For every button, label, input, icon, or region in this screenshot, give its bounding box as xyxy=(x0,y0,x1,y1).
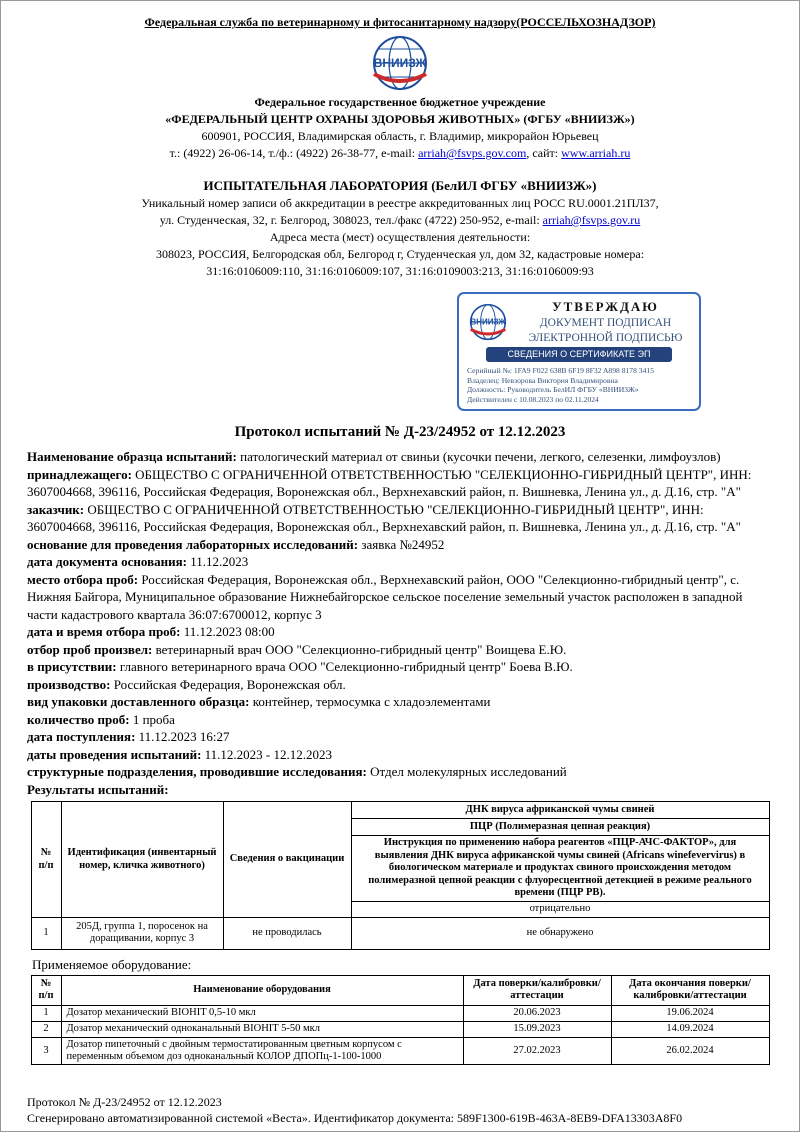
field-label: вид упаковки доставленного образца: xyxy=(27,694,250,710)
field-label: отбор проб произвел: xyxy=(27,641,153,657)
stamp-approve-label: УТВЕРЖДАЮ xyxy=(552,299,659,314)
result-row-num: 1 xyxy=(31,917,61,949)
field-receipt-date xyxy=(27,728,773,746)
field-value: 1 проба xyxy=(129,711,175,727)
result-row-identification: 205Д, группа 1, поросенок на доращивании, корпус 3 xyxy=(61,917,223,949)
field-sampling-datetime xyxy=(27,623,773,641)
field-label: дата документа основания: xyxy=(27,554,187,570)
email-link-vladimir[interactable]: arriah@fsvps.gov.com xyxy=(418,146,527,160)
field-value: Отдел молекулярных исследований xyxy=(366,764,567,780)
field-witness xyxy=(27,658,773,676)
field-label: место отбора проб: xyxy=(27,571,139,587)
e-signature-stamp xyxy=(457,292,701,411)
results-table-row xyxy=(31,917,769,949)
field-value: 11.12.2023 xyxy=(186,554,249,570)
page-title: Протокол испытаний № Д-23/24952 от 12.12.2023 xyxy=(234,424,566,441)
field-value: контейнер, термосумка с хладоэлементами xyxy=(249,694,491,710)
equipment-row-name: Дозатор механический одноканальный BIOHIT 5-50 мкл xyxy=(61,1021,463,1037)
field-value: Российская Федерация, Воронежская обл. xyxy=(110,676,346,692)
org-type: Федеральное государственное бюджетное учреждение xyxy=(254,95,546,109)
field-sample-name xyxy=(27,448,773,466)
results-header-method: ПЦР (Полимеразная цепная реакция) xyxy=(351,819,769,836)
stamp-signed-line2: ЭЛЕКТРОННОЙ ПОДПИСЬЮ xyxy=(528,332,683,344)
vniizh-stamp-logo-text: ВНИИЗЖ xyxy=(470,317,506,327)
accreditation-line: Уникальный номер записи об аккредитации в реестре аккредитованных лиц РОСС RU.0001.21ПЛ37, xyxy=(141,196,659,210)
equipment-row xyxy=(31,1021,769,1037)
field-customer xyxy=(27,501,773,536)
page-footer xyxy=(27,1094,773,1126)
field-test-dates xyxy=(27,746,773,764)
equipment-row-name: Дозатор пипеточный с двойным термостатированным цветным корпусом с переменным объемом доз одноканальный КОЛОР ДПОПц-1-100-1000 xyxy=(61,1037,463,1064)
field-packaging xyxy=(27,693,773,711)
email-link-belgorod[interactable]: arriah@fsvps.gov.ru xyxy=(542,213,641,227)
equipment-row-end-date: 26.02.2024 xyxy=(611,1037,769,1064)
vniizh-logo xyxy=(364,34,436,92)
equipment-row-date: 15.09.2023 xyxy=(463,1021,611,1037)
equipment-row-num: 1 xyxy=(31,1005,61,1021)
document-body xyxy=(1,448,799,798)
field-value: заявка №24952 xyxy=(358,536,445,552)
equipment-header-name: Наименование оборудования xyxy=(61,975,463,1005)
field-departments xyxy=(27,763,773,781)
results-table xyxy=(31,801,770,950)
result-row-result: не обнаружено xyxy=(351,917,769,949)
contacts-site-sep: , сайт: xyxy=(526,146,562,160)
field-value: ОБЩЕСТВО С ОГРАНИЧЕННОЙ ОТВЕТСТВЕННОСТЬЮ "СЕЛЕКЦИОННО-ГИБРИДНЫЙ ЦЕНТР", ИНН: 3607004668, 396116, Российская Федерация, Воронежская обл., Верхнехавский район, п. Вишневка, Ленина ул., д. Д.16, стр. "А" xyxy=(27,501,741,535)
field-value: патологический материал от свиньи (кусочки печени, легкого, селезенки, лимфоузлов) xyxy=(236,449,721,465)
field-label: Результаты испытаний: xyxy=(27,781,169,797)
equipment-row-end-date: 14.09.2024 xyxy=(611,1021,769,1037)
stamp-validity: Действителен с 10.08.2023 по 02.11.2024 xyxy=(467,394,599,404)
equipment-row-num: 2 xyxy=(31,1021,61,1037)
site-link[interactable]: www.arriah.ru xyxy=(561,146,631,160)
footer-protocol-ref: Протокол № Д-23/24952 от 12.12.2023 xyxy=(27,1095,222,1109)
field-label: дата и время отбора проб: xyxy=(27,624,181,640)
equipment-row-date: 27.02.2023 xyxy=(463,1037,611,1064)
contacts-prefix: т.: (4922) 26-06-14, т./ф.: (4922) 26-38-77, e-mail: xyxy=(169,146,419,160)
footer-generated-line: Сгенерировано автоматизированной системой «Веста». Идентификатор документа: 589F1300-619B-463A-8EB9-DFA13303A8F0 xyxy=(27,1111,683,1125)
field-value: 11.12.2023 16:27 xyxy=(135,729,230,745)
field-label: производство: xyxy=(27,676,111,692)
field-label: принадлежащего: xyxy=(27,466,132,482)
field-basis xyxy=(27,536,773,554)
stamp-position: Должность: Руководитель БелИЛ ФГБУ «ВНИИЗЖ» xyxy=(467,385,639,395)
stamp-serial: Серийный №: 1FA9 F022 638B 6F19 8F32 A898 8178 3415 xyxy=(467,366,654,375)
results-header-norm: отрицательно xyxy=(351,901,769,917)
results-header-num: № п/п xyxy=(31,802,61,918)
field-value: ОБЩЕСТВО С ОГРАНИЧЕННОЙ ОТВЕТСТВЕННОСТЬЮ "СЕЛЕКЦИОННО-ГИБРИДНЫЙ ЦЕНТР", ИНН: 3607004668, 396116, Российская Федерация, Воронежская обл., Верхнехавский район, п. Вишневка, Ленина ул., д. Д.16, стр. "А" xyxy=(27,466,752,500)
equipment-header-row xyxy=(31,975,769,1005)
field-label: дата поступления: xyxy=(27,729,136,745)
lab-contacts-prefix: ул. Студенческая, 32, г. Белгород, 308023, тел./факс (4722) 250-952, e-mail: xyxy=(159,213,543,227)
field-label: структурные подразделения, проводившие исследования: xyxy=(27,764,367,780)
equipment-row xyxy=(31,1005,769,1021)
field-label: Наименование образца испытаний: xyxy=(27,449,237,465)
activity-address-line2: 31:16:0106009:110, 31:16:0106009:107, 31:16:0109003:213, 31:16:0106009:93 xyxy=(206,264,594,278)
agency-line: Федеральная служба по ветеринарному и фитосанитарному надзору(РОССЕЛЬХОЗНАДЗОР) xyxy=(144,15,656,29)
org-address: 600901, РОССИЯ, Владимирская область, г. Владимир, микрорайон Юрьевец xyxy=(201,129,599,143)
stamp-signed-line1: ДОКУМЕНТ ПОДПИСАН xyxy=(539,317,672,329)
field-label: в присутствии: xyxy=(27,659,117,675)
equipment-row xyxy=(31,1037,769,1064)
results-header-identification: Идентификация (инвентарный номер, кличка животного) xyxy=(61,802,223,918)
results-header-vaccination: Сведения о вакцинации xyxy=(223,802,351,918)
equipment-section-title: Применяемое оборудование: xyxy=(32,956,192,972)
stamp-owner: Владелец: Невзорова Виктория Владимировна xyxy=(467,375,618,385)
lab-contacts xyxy=(1,212,799,229)
equipment-row-num: 3 xyxy=(31,1037,61,1064)
results-header-method-detail: Инструкция по применению набора реагентов «ПЦР-АЧС-ФАКТОР», для выявления ДНК вируса африканской чумы свиней (Africans winefevervirus) в биологическом материале и продуктах свиного происхождения методом полимеразной цепной реакции с флуоресцентной детекцией в режиме реального времени (ПЦР РВ). xyxy=(351,836,769,902)
field-sample-count xyxy=(27,711,773,729)
equipment-row-date: 20.06.2023 xyxy=(463,1005,611,1021)
field-label: количество проб: xyxy=(27,711,130,727)
stamp-top-row xyxy=(464,299,694,345)
activity-address-line1: 308023, РОССИЯ, Белгородская обл, Белгород г, Студенческая ул, дом 32, кадастровые номера: xyxy=(155,247,645,261)
equipment-header-calibration-end: Дата окончания поверки/калибровки/аттестации xyxy=(611,975,769,1005)
equipment-row-name: Дозатор механический BIOHIT 0,5-10 мкл xyxy=(61,1005,463,1021)
results-header-target: ДНК вируса африканской чумы свиней xyxy=(351,802,769,819)
field-production xyxy=(27,676,773,694)
stamp-heading xyxy=(517,299,694,345)
field-value: 11.12.2023 08:00 xyxy=(180,624,275,640)
lab-name: ИСПЫТАТЕЛЬНАЯ ЛАБОРАТОРИЯ (БелИЛ ФГБУ «ВНИИЗЖ») xyxy=(203,178,597,193)
field-value: главного ветеринарного врача ООО "Селекционно-гибридный центр" Боева В.Ю. xyxy=(116,659,573,675)
equipment-header-calibration-date: Дата поверки/калибровки/аттестации xyxy=(463,975,611,1005)
activity-addresses-label: Адреса места (мест) осуществления деятельности: xyxy=(269,230,531,244)
equipment-table xyxy=(31,975,770,1065)
org-contacts xyxy=(1,145,799,162)
vniizh-logo-text: ВНИИЗЖ xyxy=(373,56,427,70)
field-sampled-by xyxy=(27,641,773,659)
field-value: 11.12.2023 - 12.12.2023 xyxy=(201,746,333,762)
equipment-header-num: № п/п xyxy=(31,975,61,1005)
field-owner xyxy=(27,466,773,501)
field-value: Российская Федерация, Воронежская обл., Верхнехавский район, ООО "Селекционно-гибридный центр", с. Нижняя Байгора, Муниципальное образование Нижнебайгорское сельское поселение земельный участок расположен в западной части кадастрового квартала 36:07:6700012, корпус 3 xyxy=(27,571,743,622)
field-label: даты проведения испытаний: xyxy=(27,746,202,762)
field-basis-date xyxy=(27,553,773,571)
stamp-cert-header: СВЕДЕНИЯ О СЕРТИФИКАТЕ ЭП xyxy=(486,347,672,362)
field-label: заказчик: xyxy=(27,501,85,517)
equipment-row-end-date: 19.06.2024 xyxy=(611,1005,769,1021)
field-value: ветеринарный врач ООО "Селекционно-гибридный центр" Воищева Е.Ю. xyxy=(152,641,567,657)
org-name: «ФЕДЕРАЛЬНЫЙ ЦЕНТР ОХРАНЫ ЗДОРОВЬЯ ЖИВОТНЫХ» (ФГБУ «ВНИИЗЖ») xyxy=(165,112,635,126)
field-sampling-place xyxy=(27,571,773,624)
result-row-vaccination: не проводилась xyxy=(223,917,351,949)
vniizh-stamp-logo xyxy=(464,302,512,342)
field-results-heading xyxy=(27,781,773,799)
field-label: основание для проведения лабораторных исследований: xyxy=(27,536,359,552)
letterhead xyxy=(1,15,799,280)
